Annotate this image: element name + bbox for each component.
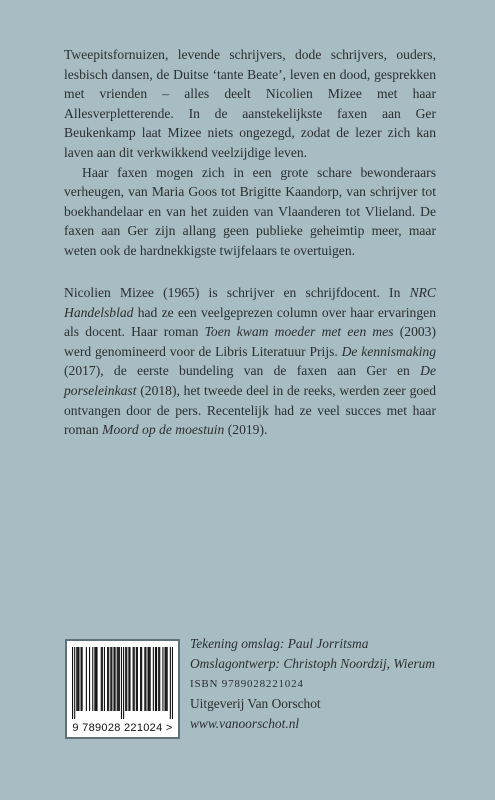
barcode-bar — [153, 647, 154, 711]
barcode-bar — [164, 647, 165, 711]
barcode-bar — [95, 647, 96, 711]
barcode-bar — [110, 647, 111, 711]
body-text: (2017), de eerste bundeling van de faxen aan Ger en — [64, 363, 421, 379]
barcode-guard-bar — [74, 647, 75, 719]
italic-title-text: Toen kwam moeder met een mes — [204, 324, 394, 340]
barcode-bar — [128, 647, 129, 711]
barcode-bar — [118, 647, 119, 711]
blurb-paragraph-2 — [64, 163, 436, 261]
barcode-bar — [102, 647, 103, 711]
barcode-bar — [126, 647, 127, 711]
barcode-bar — [162, 647, 163, 711]
isbn-barcode — [65, 639, 180, 739]
publisher-name: Uitgeverij Van Oorschot — [190, 696, 321, 711]
barcode-bar — [167, 647, 168, 711]
barcode-bar — [81, 647, 82, 711]
italic-title-text: De porseleinkast — [64, 363, 436, 398]
barcode-bar — [96, 647, 97, 711]
barcode-bar — [166, 647, 167, 711]
barcode-bar — [111, 647, 112, 711]
author-bio-paragraph — [64, 283, 436, 440]
barcode-bar — [134, 647, 135, 711]
body-text: Nicolien Mizee (1965) is schrijver en schrijfdocent. In — [64, 285, 410, 300]
barcode-bar — [82, 647, 83, 711]
body-text: Haar faxen mogen zich in een grote schare bewonderaars verheugen, van Maria Goos tot Brigitte Kaandorp, van schrijver tot boekhandelaar en van het zuiden van Vlaanderen tot Vlieland. De faxen aan Ger zijn allang geen publieke geheimtip meer, maar weten ook de hardnekkigste twijfelaars te overtuigen. — [64, 164, 436, 258]
barcode-guard-bar — [72, 647, 73, 719]
barcode-bar — [156, 647, 157, 711]
body-text: (2019). — [224, 422, 268, 438]
barcode-bar — [137, 647, 138, 711]
barcode-bar — [86, 647, 87, 711]
barcode-bar — [145, 647, 146, 711]
barcode-bar — [119, 647, 120, 711]
barcode-bar — [149, 647, 150, 711]
publisher-website: www.vanoorschot.nl — [190, 716, 300, 731]
barcode-digits: 9 789028 221024 > — [72, 722, 173, 734]
barcode-bar — [94, 647, 95, 711]
italic-title-text: NRC Handelsblad — [64, 285, 436, 320]
barcode-bar — [147, 647, 148, 711]
barcode-guard-bar — [121, 647, 122, 719]
body-text: (2003) werd genomineerd voor de Libris Literatuur Prijs. — [64, 324, 437, 359]
barcode-bar — [158, 647, 159, 711]
barcode-bars — [72, 647, 173, 719]
barcode-guard-bar — [170, 647, 171, 719]
barcode-bar — [144, 647, 145, 711]
barcode-guard-bar — [172, 647, 173, 719]
barcode-bar — [155, 647, 156, 711]
barcode-bar — [89, 647, 90, 711]
barcode-bar — [117, 647, 118, 711]
body-text: Tweepitsfornuizen, levende schrijvers, dode schrijvers, ouders, lesbisch dansen, de Duitse ‘tante Beate’, leven en dood, gesprekken met vrienden – alles deelt Nicolien Mizee met haar Allesverpletterende. In de aanstekelijkste faxen aan Ger Beukenkamp laat Mizee niets ongezegd, zodat de lezer zich kan laven aan dit verkwikkend veelzijdige leven. — [64, 47, 436, 160]
italic-title-text: Moord op de moestuin — [102, 422, 225, 438]
italic-title-text: De kennismaking — [341, 343, 437, 359]
barcode-bar — [113, 647, 114, 711]
barcode-bar — [107, 647, 108, 711]
barcode-bar — [104, 647, 105, 711]
barcode-bar — [136, 647, 137, 711]
blurb — [64, 45, 436, 261]
barcode-bar — [92, 647, 93, 711]
barcode-guard-bar — [123, 647, 124, 719]
barcode-bar — [77, 647, 78, 711]
barcode-bar — [78, 647, 79, 711]
barcode-bar — [129, 647, 130, 711]
barcode-bar — [125, 647, 126, 711]
body-text: had ze een veelgeprezen column over haar ervaringen als docent. Haar roman — [64, 304, 436, 340]
cover-drawing-credit: Tekening omslag: Paul Jorritsma — [190, 636, 369, 651]
isbn-number: ISBN 9789028221024 — [190, 678, 304, 690]
body-text: (2018), het tweede deel in de reeks, werden zeer goed ontvangen door de pers. Recentelijk had ze veel succes met haar roman — [64, 382, 436, 438]
barcode-bar — [140, 647, 141, 711]
barcode-bar — [159, 647, 160, 711]
barcode-bar — [115, 647, 116, 711]
barcode-bar — [76, 647, 77, 711]
author-bio — [64, 283, 436, 440]
barcode-bar — [108, 647, 109, 711]
barcode-bar — [150, 647, 151, 711]
barcode-bar — [141, 647, 142, 711]
blurb-paragraph-1 — [64, 45, 436, 163]
barcode-bar — [133, 647, 134, 711]
credits — [190, 634, 450, 734]
barcode-bar — [101, 647, 102, 711]
cover-design-credit: Omslagontwerp: Christoph Noordzij, Wierum — [190, 656, 436, 671]
